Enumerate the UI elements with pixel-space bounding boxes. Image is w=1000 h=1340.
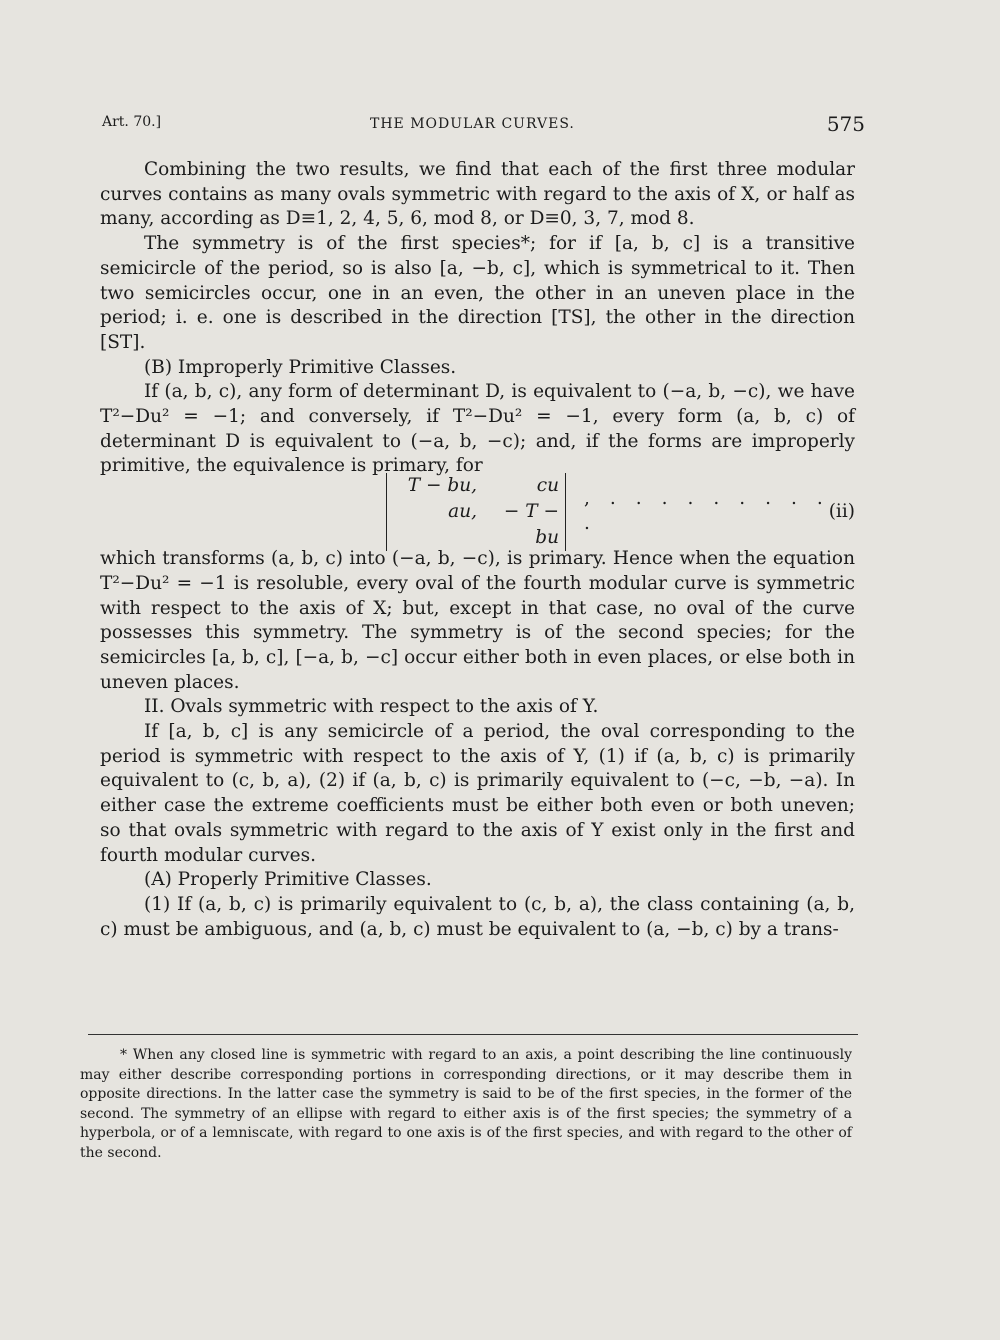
paragraph-semicircle-period: If [a, b, c] is any semicircle of a period, the oval corresponding to the period is symmetric with respect to the axis of Y, (1) if (a, b, c) is primarily equivalent to (c, b, a), (2) if (a, b, c) is primarily equivalent to (−c, −b, −a). In either case the extreme coefficients must be either both even or both uneven; so that ovals symmetric with regard to the axis of Y exist only in the first and fourth modular curves. — [100, 721, 855, 866]
footnote-symmetry-species: * When any closed line is symmetric with regard to an axis, a point describing the line continuously may either describe corresponding portions in corresponding directions, or it may describe them in opposite directions. In the latter case the symmetry is said to be of the first species, in the former of the second. The symmetry of an ellipse with regard to either axis is of the first species; the symmetry of a hyperbola, or of a lemniscate, with regard to one axis is of the first species, and with regard to the other of the second. — [80, 1047, 852, 1161]
equation-ii — [100, 475, 855, 549]
equation-number: (ii) — [828, 500, 855, 522]
determinant-cell: T − bu, — [407, 475, 477, 497]
main-text — [100, 158, 855, 942]
heading-properly-primitive: (A) Properly Primitive Classes. — [144, 869, 432, 891]
determinant-cell: cu — [536, 475, 559, 497]
determinant-row-1 — [393, 473, 559, 499]
determinant-row-2 — [393, 499, 559, 551]
paragraph-transforms: which transforms (a, b, c) into (−a, b, −c), is primary. Hence when the equation T²−Du² = −1 is resoluble, every oval of the fourth modular curve is symmetric with respect to the axis of X; but, except in that case, no oval of the curve possesses this symmetry. The symmetry is of the second species; for the semicircles [a, b, c], [−a, b, −c] occur either both in even places, or else both in uneven places. — [100, 548, 855, 693]
heading-improperly-primitive: (B) Improperly Primitive Classes. — [144, 356, 457, 378]
footnote-rule — [88, 1034, 858, 1035]
heading-ovals-axis-y: II. Ovals symmetric with respect to the axis of Y. — [144, 696, 599, 718]
page-number: 575 — [826, 112, 865, 136]
article-reference: Art. 70.] — [102, 114, 162, 130]
paragraph-equivalence: If (a, b, c), any form of determinant D, is equivalent to (−a, b, −c), we have T²−Du² = −1; and conversely, if T²−Du² = −1, every form (a, b, c) of determinant D is equivalent to (−a, b, −c); and, if the forms are improperly primitive, the equivalence is primary, for — [100, 381, 855, 477]
determinant — [386, 473, 566, 551]
paragraph-combining-results: Combining the two results, we find that each of the first three modular curves contains as many ovals symmetric with regard to the axis of X, or half as many, according as D≡1, 2, 4, 5, 6, mod 8, or D≡0, 3, 7, mod 8. — [100, 159, 855, 230]
leader-dots: , . . . . . . . . . . — [584, 488, 829, 535]
determinant-cell: − T − bu — [503, 501, 559, 549]
footnotes — [80, 1046, 852, 1163]
determinant-cell: au, — [448, 501, 477, 523]
running-header — [100, 112, 865, 142]
paragraph-symmetry-first-species: The symmetry is of the first species*; for if [a, b, c] is a transitive semicircle of the period, so is also [a, −b, c], which is symmetrical to it. Then two semicircles occur, one in an even, the other in an uneven place in the period; i. e. one is described in the direction [TS], the other in the direction [ST]. — [100, 233, 855, 353]
running-title: THE MODULAR CURVES. — [370, 116, 575, 132]
paragraph-primarily-equivalent: (1) If (a, b, c) is primarily equivalent to (c, b, a), the class containing (a, b, c) must be ambiguous, and (a, b, c) must be equivalent to (a, −b, c) by a trans- — [100, 893, 855, 940]
